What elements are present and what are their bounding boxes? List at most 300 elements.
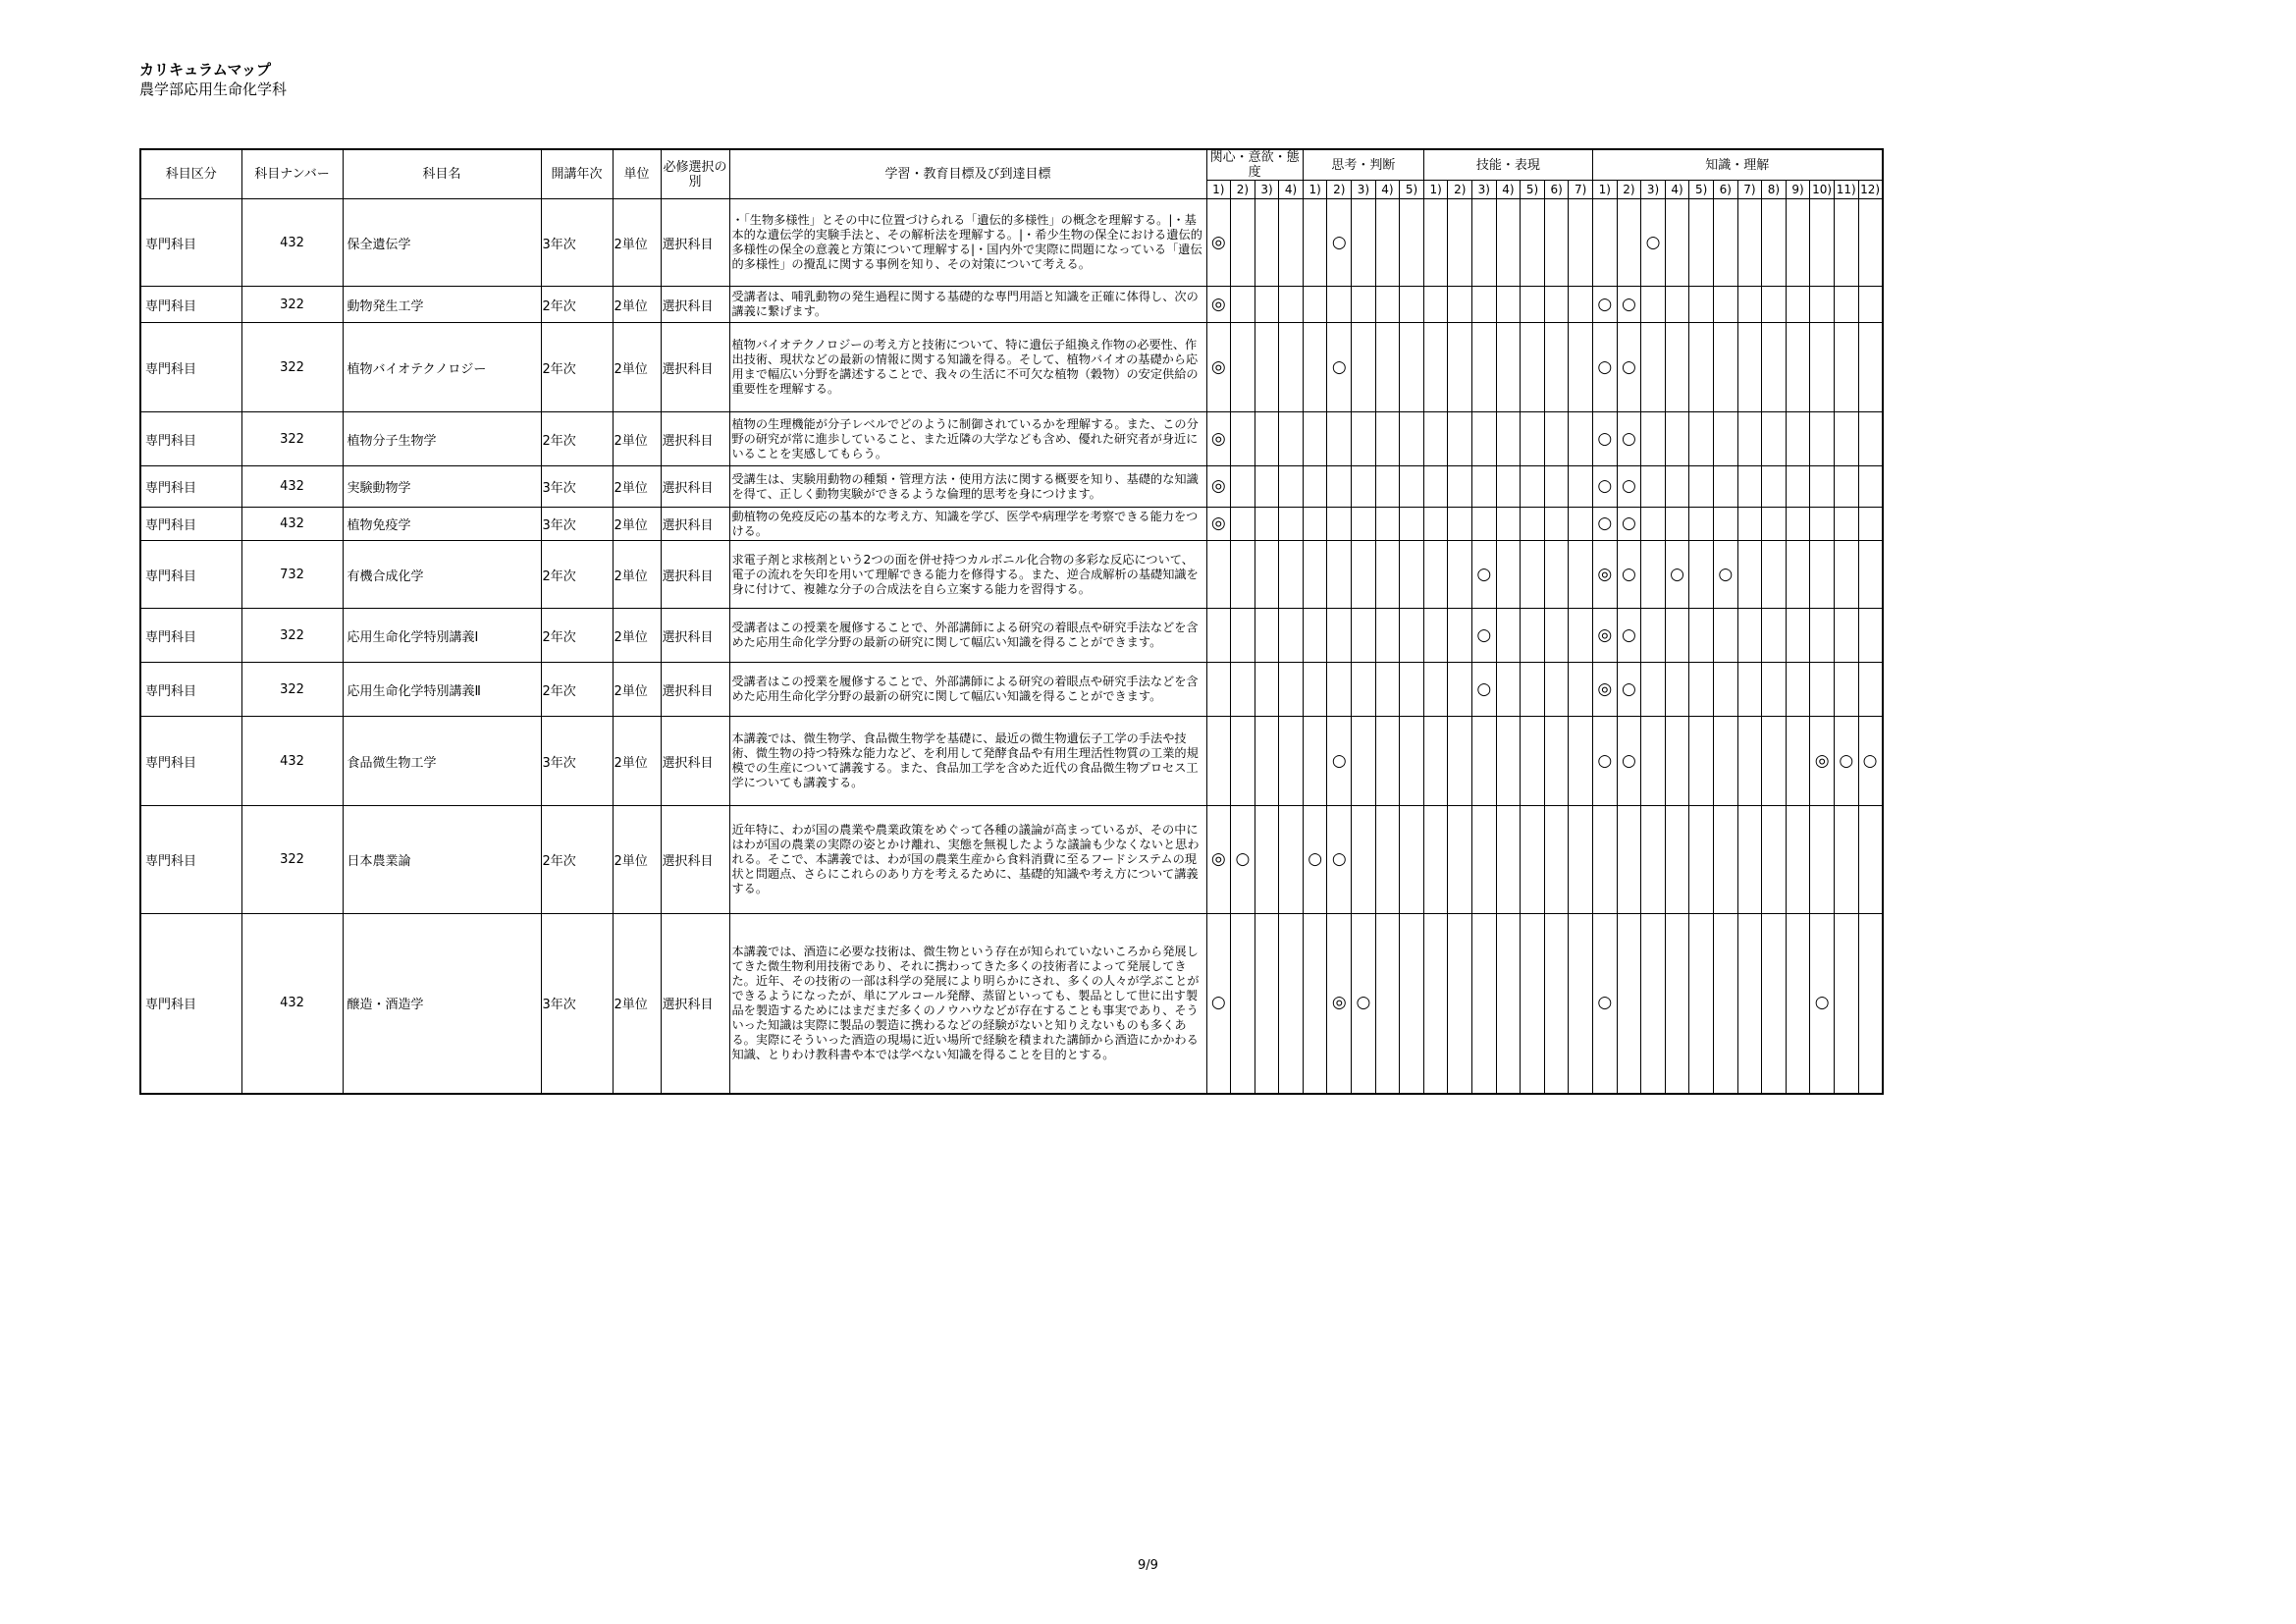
mark-cell <box>1810 466 1835 508</box>
mark-cell <box>1375 466 1400 508</box>
header-sub-2-2: 3) <box>1472 181 1497 199</box>
mark-cell <box>1448 609 1472 663</box>
course-name: 応用生命化学特別講義Ⅱ <box>343 663 541 717</box>
mark-cell <box>1400 323 1424 412</box>
mark-cell <box>1810 287 1835 323</box>
mark-cell: ○ <box>1327 323 1352 412</box>
header-sub-0-1: 2) <box>1231 181 1255 199</box>
header-name: 科目名 <box>343 149 541 199</box>
mark-cell: ○ <box>1617 412 1641 466</box>
course-description: 植物の生理機能が分子レベルでどのように制御されているかを理解する。また、この分野の研究が常に進歩していること、また近隣の大学なども含め、優れた研究者が身近にいることを実感してもらう。 <box>729 412 1206 466</box>
course-number: 432 <box>241 199 343 287</box>
mark-cell <box>1279 717 1304 806</box>
header-sub-1-4: 5) <box>1400 181 1424 199</box>
mark-cell <box>1352 323 1376 412</box>
mark-cell <box>1303 323 1327 412</box>
mark-cell <box>1521 287 1545 323</box>
course-description: 求電子剤と求核剤という2つの面を併せ持つカルボニル化合物の多彩な反応について、電子の流れを矢印を用いて理解できる能力を修得する。また、逆合成解析の基礎知識を身に付けて、複雑な分子の合成法を自ら立案する能力を習得する。 <box>729 541 1206 609</box>
mark-cell <box>1569 717 1593 806</box>
header-sub-0-0: 1) <box>1206 181 1231 199</box>
mark-cell <box>1496 717 1521 806</box>
mark-cell <box>1496 287 1521 323</box>
mark-cell <box>1858 199 1883 287</box>
course-name: 保全遺伝学 <box>343 199 541 287</box>
mark-cell: ○ <box>1593 412 1618 466</box>
mark-cell <box>1834 323 1858 412</box>
course-description: 本講義では、微生物学、食品微生物学を基礎に、最近の微生物遺伝子工学の手法や技術、微生物の持つ特殊な能力など、を利用して発酵食品や有用生理活性物質の工業的規模での生産について講義する。また、食品加工学を含めた近代の食品微生物プロセス工学についても講義する。 <box>729 717 1206 806</box>
mark-cell: ○ <box>1617 663 1641 717</box>
mark-cell <box>1327 609 1352 663</box>
mark-cell <box>1737 199 1762 287</box>
course-year: 2年次 <box>541 609 613 663</box>
course-unit: 2単位 <box>613 806 661 914</box>
course-number: 432 <box>241 508 343 541</box>
mark-cell <box>1448 323 1472 412</box>
course-name: 応用生命化学特別講義Ⅰ <box>343 609 541 663</box>
course-unit: 2単位 <box>613 323 661 412</box>
course-name: 日本農業論 <box>343 806 541 914</box>
course-required: 選択科目 <box>661 663 729 717</box>
table-row <box>140 609 1883 663</box>
course-year: 3年次 <box>541 466 613 508</box>
mark-cell <box>1231 199 1255 287</box>
mark-cell <box>1762 199 1787 287</box>
mark-cell <box>1762 287 1787 323</box>
mark-cell <box>1400 508 1424 541</box>
mark-cell <box>1255 323 1279 412</box>
table-row <box>140 914 1883 1094</box>
mark-cell <box>1713 466 1737 508</box>
mark-cell <box>1521 412 1545 466</box>
mark-cell: ○ <box>1858 717 1883 806</box>
mark-cell: ○ <box>1593 287 1618 323</box>
mark-cell <box>1569 199 1593 287</box>
mark-cell <box>1641 323 1666 412</box>
mark-cell <box>1206 541 1231 609</box>
mark-cell <box>1858 466 1883 508</box>
course-unit: 2単位 <box>613 541 661 609</box>
mark-cell <box>1352 508 1376 541</box>
mark-cell <box>1665 412 1689 466</box>
course-required: 選択科目 <box>661 287 729 323</box>
course-name: 動物発生工学 <box>343 287 541 323</box>
mark-cell <box>1400 287 1424 323</box>
mark-cell <box>1448 466 1472 508</box>
mark-cell <box>1352 199 1376 287</box>
mark-cell <box>1303 508 1327 541</box>
course-description: 受講者は、哺乳動物の発生過程に関する基礎的な専門用語と知識を正確に体得し、次の講義に繋げます。 <box>729 287 1206 323</box>
mark-cell <box>1713 806 1737 914</box>
course-required: 選択科目 <box>661 609 729 663</box>
mark-cell <box>1231 466 1255 508</box>
mark-cell <box>1641 466 1666 508</box>
mark-cell <box>1762 412 1787 466</box>
course-required: 選択科目 <box>661 914 729 1094</box>
mark-cell <box>1544 199 1569 287</box>
mark-cell <box>1303 663 1327 717</box>
mark-cell <box>1569 287 1593 323</box>
mark-cell <box>1448 412 1472 466</box>
mark-cell <box>1206 663 1231 717</box>
course-year: 2年次 <box>541 287 613 323</box>
mark-cell <box>1400 466 1424 508</box>
mark-cell: ◎ <box>1593 609 1618 663</box>
mark-cell: ○ <box>1617 323 1641 412</box>
curriculum-map-table <box>139 148 1884 1095</box>
mark-cell <box>1423 323 1448 412</box>
mark-cell <box>1448 199 1472 287</box>
mark-cell <box>1544 466 1569 508</box>
mark-cell <box>1737 717 1762 806</box>
mark-cell <box>1689 717 1714 806</box>
mark-cell <box>1544 508 1569 541</box>
course-unit: 2単位 <box>613 199 661 287</box>
mark-cell <box>1423 412 1448 466</box>
mark-cell <box>1544 287 1569 323</box>
mark-cell <box>1448 663 1472 717</box>
mark-cell <box>1496 508 1521 541</box>
mark-cell <box>1521 323 1545 412</box>
table-row <box>140 541 1883 609</box>
mark-cell <box>1689 412 1714 466</box>
mark-cell <box>1255 508 1279 541</box>
mark-cell: ○ <box>1593 466 1618 508</box>
mark-cell <box>1521 717 1545 806</box>
mark-cell: ○ <box>1641 199 1666 287</box>
mark-cell: ○ <box>1327 806 1352 914</box>
mark-cell <box>1762 541 1787 609</box>
mark-cell <box>1375 412 1400 466</box>
mark-cell <box>1303 609 1327 663</box>
mark-cell <box>1786 323 1810 412</box>
mark-cell <box>1231 508 1255 541</box>
mark-cell <box>1544 323 1569 412</box>
mark-cell: ○ <box>1472 663 1497 717</box>
header-sub-2-4: 5) <box>1521 181 1545 199</box>
mark-cell <box>1206 609 1231 663</box>
header-sub-1-2: 3) <box>1352 181 1376 199</box>
course-category: 専門科目 <box>140 609 241 663</box>
mark-cell <box>1786 508 1810 541</box>
mark-cell <box>1713 287 1737 323</box>
course-number: 322 <box>241 609 343 663</box>
course-year: 3年次 <box>541 717 613 806</box>
mark-cell <box>1496 323 1521 412</box>
mark-cell <box>1665 914 1689 1094</box>
mark-cell <box>1834 663 1858 717</box>
mark-cell <box>1231 541 1255 609</box>
course-name: 食品微生物工学 <box>343 717 541 806</box>
mark-cell <box>1569 541 1593 609</box>
mark-cell <box>1737 412 1762 466</box>
mark-cell <box>1858 663 1883 717</box>
course-category: 専門科目 <box>140 541 241 609</box>
mark-cell: ○ <box>1593 914 1618 1094</box>
mark-cell <box>1448 287 1472 323</box>
mark-cell <box>1352 806 1376 914</box>
header-sub-3-10: 11) <box>1834 181 1858 199</box>
mark-cell <box>1737 609 1762 663</box>
mark-cell <box>1689 466 1714 508</box>
mark-cell <box>1641 541 1666 609</box>
mark-cell <box>1689 806 1714 914</box>
mark-cell <box>1472 806 1497 914</box>
mark-cell <box>1762 508 1787 541</box>
course-unit: 2単位 <box>613 609 661 663</box>
mark-cell <box>1521 914 1545 1094</box>
mark-cell <box>1375 199 1400 287</box>
mark-cell <box>1303 287 1327 323</box>
mark-cell <box>1665 663 1689 717</box>
mark-cell <box>1231 287 1255 323</box>
mark-cell <box>1423 199 1448 287</box>
course-number: 432 <box>241 717 343 806</box>
table-row <box>140 806 1883 914</box>
mark-cell <box>1569 323 1593 412</box>
mark-cell <box>1231 412 1255 466</box>
course-required: 選択科目 <box>661 806 729 914</box>
table-row <box>140 717 1883 806</box>
header-sub-3-0: 1) <box>1593 181 1618 199</box>
mark-cell <box>1858 508 1883 541</box>
mark-cell <box>1255 609 1279 663</box>
mark-cell <box>1713 609 1737 663</box>
mark-cell <box>1496 541 1521 609</box>
mark-cell <box>1303 199 1327 287</box>
mark-cell <box>1737 466 1762 508</box>
mark-cell <box>1472 717 1497 806</box>
course-name: 醸造・酒造学 <box>343 914 541 1094</box>
header-sub-3-5: 6) <box>1713 181 1737 199</box>
mark-cell <box>1375 717 1400 806</box>
mark-cell <box>1231 609 1255 663</box>
mark-cell <box>1689 914 1714 1094</box>
mark-cell <box>1713 508 1737 541</box>
mark-cell <box>1737 323 1762 412</box>
mark-cell <box>1593 806 1618 914</box>
mark-cell <box>1472 287 1497 323</box>
header-category: 科目区分 <box>140 149 241 199</box>
mark-cell <box>1303 412 1327 466</box>
header-goals: 学習・教育目標及び到達目標 <box>729 149 1206 199</box>
course-category: 専門科目 <box>140 663 241 717</box>
course-number: 432 <box>241 914 343 1094</box>
mark-cell <box>1858 609 1883 663</box>
header-sub-1-0: 1) <box>1303 181 1327 199</box>
course-category: 専門科目 <box>140 806 241 914</box>
course-number: 322 <box>241 287 343 323</box>
mark-cell <box>1641 412 1666 466</box>
mark-cell <box>1810 412 1835 466</box>
mark-cell: ◎ <box>1206 199 1231 287</box>
mark-cell: ○ <box>1352 914 1376 1094</box>
mark-cell: ◎ <box>1206 806 1231 914</box>
header-year: 開講年次 <box>541 149 613 199</box>
mark-cell <box>1858 287 1883 323</box>
course-required: 選択科目 <box>661 199 729 287</box>
mark-cell <box>1810 609 1835 663</box>
mark-cell <box>1713 717 1737 806</box>
header-sub-2-5: 6) <box>1544 181 1569 199</box>
course-number: 322 <box>241 806 343 914</box>
mark-cell <box>1641 508 1666 541</box>
mark-cell <box>1834 609 1858 663</box>
course-name: 実験動物学 <box>343 466 541 508</box>
mark-cell <box>1352 609 1376 663</box>
course-name: 有機合成化学 <box>343 541 541 609</box>
mark-cell <box>1762 914 1787 1094</box>
header-sub-0-3: 4) <box>1279 181 1304 199</box>
mark-cell <box>1279 806 1304 914</box>
header-sub-1-3: 4) <box>1375 181 1400 199</box>
mark-cell <box>1665 199 1689 287</box>
course-description: 動植物の免疫反応の基本的な考え方、知識を学び、医学や病理学を考察できる能力をつける。 <box>729 508 1206 541</box>
course-number: 322 <box>241 412 343 466</box>
mark-cell <box>1641 717 1666 806</box>
mark-cell: ○ <box>1231 806 1255 914</box>
course-description: 受講者はこの授業を履修することで、外部講師による研究の着眼点や研究手法などを含めた応用生命化学分野の最新の研究に関して幅広い知識を得ることができます。 <box>729 609 1206 663</box>
mark-cell: ○ <box>1327 199 1352 287</box>
mark-cell <box>1255 412 1279 466</box>
mark-cell <box>1834 541 1858 609</box>
mark-cell <box>1665 609 1689 663</box>
course-year: 2年次 <box>541 806 613 914</box>
mark-cell: ◎ <box>1327 914 1352 1094</box>
mark-cell: ○ <box>1665 541 1689 609</box>
mark-cell <box>1423 609 1448 663</box>
mark-cell <box>1327 412 1352 466</box>
course-unit: 2単位 <box>613 466 661 508</box>
table-row <box>140 323 1883 412</box>
mark-cell <box>1279 508 1304 541</box>
mark-cell <box>1255 717 1279 806</box>
course-required: 選択科目 <box>661 323 729 412</box>
mark-cell: ○ <box>1713 541 1737 609</box>
mark-cell <box>1737 508 1762 541</box>
mark-cell <box>1279 663 1304 717</box>
mark-cell <box>1279 541 1304 609</box>
mark-cell: ○ <box>1617 466 1641 508</box>
mark-cell <box>1496 609 1521 663</box>
mark-cell <box>1255 287 1279 323</box>
mark-cell <box>1544 609 1569 663</box>
header-sub-2-0: 1) <box>1423 181 1448 199</box>
table-row <box>140 287 1883 323</box>
mark-cell <box>1737 914 1762 1094</box>
mark-cell <box>1423 541 1448 609</box>
mark-cell <box>1327 287 1352 323</box>
mark-cell <box>1423 466 1448 508</box>
header-group-3: 知識・理解 <box>1593 149 1883 181</box>
mark-cell: ◎ <box>1206 466 1231 508</box>
course-category: 専門科目 <box>140 914 241 1094</box>
mark-cell <box>1810 199 1835 287</box>
mark-cell: ○ <box>1617 717 1641 806</box>
mark-cell: ◎ <box>1206 508 1231 541</box>
mark-cell <box>1521 541 1545 609</box>
mark-cell <box>1375 806 1400 914</box>
header-unit: 単位 <box>613 149 661 199</box>
mark-cell <box>1279 323 1304 412</box>
header-group-1: 思考・判断 <box>1303 149 1423 181</box>
course-year: 2年次 <box>541 541 613 609</box>
mark-cell: ○ <box>1472 609 1497 663</box>
mark-cell <box>1352 412 1376 466</box>
header-sub-3-7: 8) <box>1762 181 1787 199</box>
mark-cell <box>1641 287 1666 323</box>
mark-cell <box>1786 806 1810 914</box>
mark-cell <box>1641 914 1666 1094</box>
document-title: カリキュラムマップ <box>139 61 271 79</box>
mark-cell <box>1448 717 1472 806</box>
mark-cell <box>1762 717 1787 806</box>
mark-cell <box>1713 199 1737 287</box>
mark-cell <box>1472 199 1497 287</box>
mark-cell: ○ <box>1810 914 1835 1094</box>
header-sub-3-11: 12) <box>1858 181 1883 199</box>
course-name: 植物分子生物学 <box>343 412 541 466</box>
mark-cell <box>1737 806 1762 914</box>
course-required: 選択科目 <box>661 541 729 609</box>
mark-cell <box>1713 914 1737 1094</box>
mark-cell <box>1786 199 1810 287</box>
course-year: 2年次 <box>541 663 613 717</box>
mark-cell <box>1400 199 1424 287</box>
course-category: 専門科目 <box>140 412 241 466</box>
mark-cell <box>1810 508 1835 541</box>
mark-cell: ◎ <box>1206 323 1231 412</box>
mark-cell <box>1375 541 1400 609</box>
mark-cell <box>1786 914 1810 1094</box>
mark-cell: ○ <box>1617 609 1641 663</box>
mark-cell <box>1786 466 1810 508</box>
mark-cell <box>1834 508 1858 541</box>
mark-cell <box>1423 287 1448 323</box>
mark-cell <box>1834 199 1858 287</box>
mark-cell <box>1375 663 1400 717</box>
mark-cell <box>1327 466 1352 508</box>
mark-cell <box>1400 541 1424 609</box>
mark-cell <box>1786 609 1810 663</box>
mark-cell <box>1786 287 1810 323</box>
course-year: 2年次 <box>541 412 613 466</box>
course-required: 選択科目 <box>661 412 729 466</box>
course-year: 3年次 <box>541 914 613 1094</box>
mark-cell <box>1641 609 1666 663</box>
mark-cell <box>1303 541 1327 609</box>
mark-cell <box>1834 806 1858 914</box>
mark-cell <box>1279 466 1304 508</box>
course-category: 専門科目 <box>140 717 241 806</box>
mark-cell <box>1255 806 1279 914</box>
mark-cell <box>1617 806 1641 914</box>
header-sub-2-6: 7) <box>1569 181 1593 199</box>
mark-cell <box>1689 323 1714 412</box>
mark-cell <box>1689 508 1714 541</box>
mark-cell <box>1569 412 1593 466</box>
mark-cell <box>1713 412 1737 466</box>
header-sub-1-1: 2) <box>1327 181 1352 199</box>
mark-cell <box>1423 806 1448 914</box>
table-row <box>140 508 1883 541</box>
course-unit: 2単位 <box>613 287 661 323</box>
header-sub-3-9: 10) <box>1810 181 1835 199</box>
mark-cell <box>1569 663 1593 717</box>
mark-cell <box>1400 412 1424 466</box>
mark-cell <box>1206 717 1231 806</box>
course-year: 3年次 <box>541 199 613 287</box>
mark-cell <box>1375 609 1400 663</box>
